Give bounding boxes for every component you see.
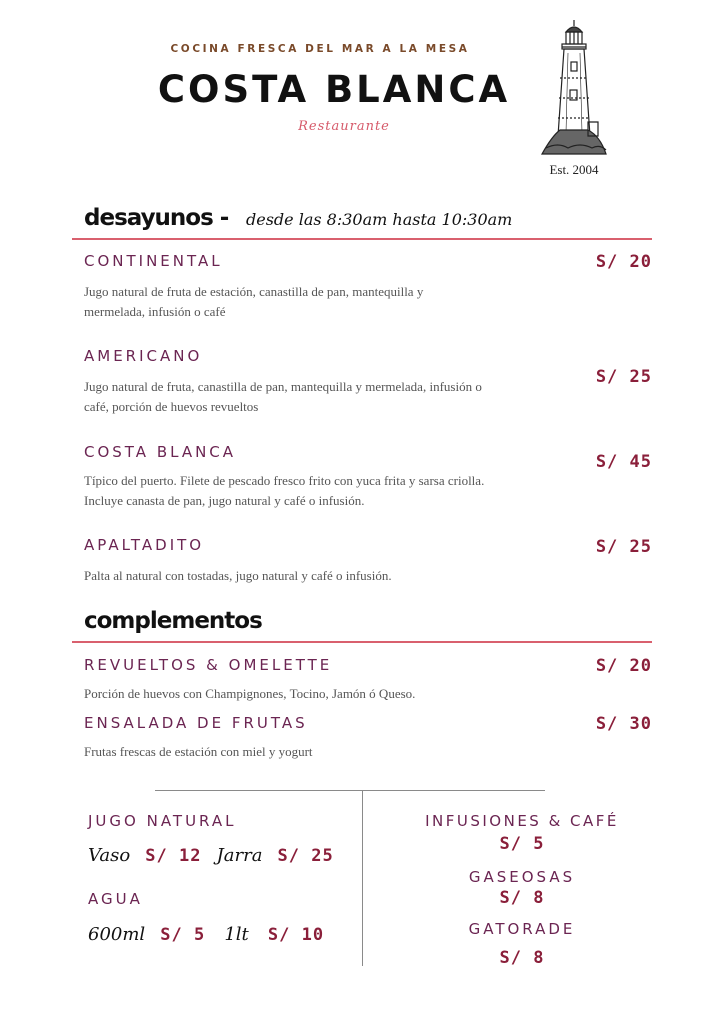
item-description <box>84 282 423 322</box>
drink-title-jugo: JUGO NATURAL <box>88 812 237 830</box>
item-description: Frutas frescas de estación con miel y yogurt <box>84 744 313 759</box>
gaseosas-price: S/ 8 <box>499 888 545 908</box>
small-size-price: S/ 5 <box>160 925 206 945</box>
item-name: COSTA BLANCA <box>84 443 237 461</box>
restaurant-name: COSTA BLANCA <box>157 68 511 111</box>
section-title-complementos: complementos <box>84 608 262 634</box>
item-description: Porción de huevos con Champignones, Tocino, Jamón ó Queso. <box>84 686 416 701</box>
item-name: ENSALADA DE FRUTAS <box>84 714 308 732</box>
section-divider <box>72 641 652 643</box>
desc-line: mermelada, infusión o café <box>84 304 226 319</box>
drink-title-infusiones: INFUSIONES & CAFÉ <box>425 812 619 830</box>
agua-prices <box>88 924 324 945</box>
established-year: Est. 2004 <box>549 162 599 177</box>
desayunos-hours: desde las 8:30am hasta 10:30am <box>246 210 513 229</box>
item-name: APALTADITO <box>84 536 205 554</box>
jarra-price: S/ 25 <box>277 846 334 866</box>
desc-line: café, porción de huevos revueltos <box>84 399 259 414</box>
jarra-label: Jarra <box>216 845 263 866</box>
drink-title-gaseosas: GASEOSAS <box>468 868 576 886</box>
large-size-price: S/ 10 <box>267 925 325 945</box>
item-price: S/ 25 <box>595 367 652 387</box>
item-price: S/ 45 <box>595 452 652 472</box>
tagline: COCINA FRESCA DEL MAR A LA MESA <box>170 43 470 55</box>
desc-line: Típico del puerto. Filete de pescado fresco frito con yuca frita y sarsa criolla. <box>84 473 485 488</box>
section-divider <box>72 238 652 240</box>
item-name: REVUELTOS & OMELETTE <box>84 656 333 674</box>
item-price: S/ 20 <box>595 252 652 272</box>
section-title-desayunos: desayunos - <box>84 205 229 231</box>
item-description <box>84 377 482 417</box>
drink-title-gatorade: GATORADE <box>468 920 576 938</box>
desc-line: Palta al natural con tostadas, jugo natural y café o infusión. <box>84 568 392 583</box>
vaso-label: Vaso <box>88 845 131 866</box>
item-name: CONTINENTAL <box>84 252 223 270</box>
item-description <box>84 566 392 586</box>
desc-line: Jugo natural de fruta, canastilla de pan, mantequilla y mermelada, infusión o <box>84 379 482 394</box>
lighthouse-icon <box>538 18 610 160</box>
item-price: S/ 30 <box>595 714 652 734</box>
item-price: S/ 20 <box>595 656 652 676</box>
gatorade-price: S/ 8 <box>499 948 545 968</box>
jugo-prices <box>88 845 334 866</box>
item-description <box>84 471 484 511</box>
vaso-price: S/ 12 <box>145 846 202 866</box>
small-size-label: 600ml <box>88 924 146 945</box>
restaurant-subtitle: Restaurante <box>298 119 390 134</box>
desc-line: Incluye canasta de pan, jugo natural y café o infusión. <box>84 493 365 508</box>
drinks-top-divider <box>155 790 545 791</box>
drink-title-agua: AGUA <box>88 890 143 908</box>
desc-line: Jugo natural de fruta de estación, canastilla de pan, mantequilla y <box>84 284 424 299</box>
infusiones-price: S/ 5 <box>499 834 545 854</box>
large-size-label: 1lt <box>224 924 249 945</box>
item-price: S/ 25 <box>595 537 652 557</box>
drinks-vertical-divider <box>362 790 363 966</box>
item-name: AMERICANO <box>84 347 203 365</box>
